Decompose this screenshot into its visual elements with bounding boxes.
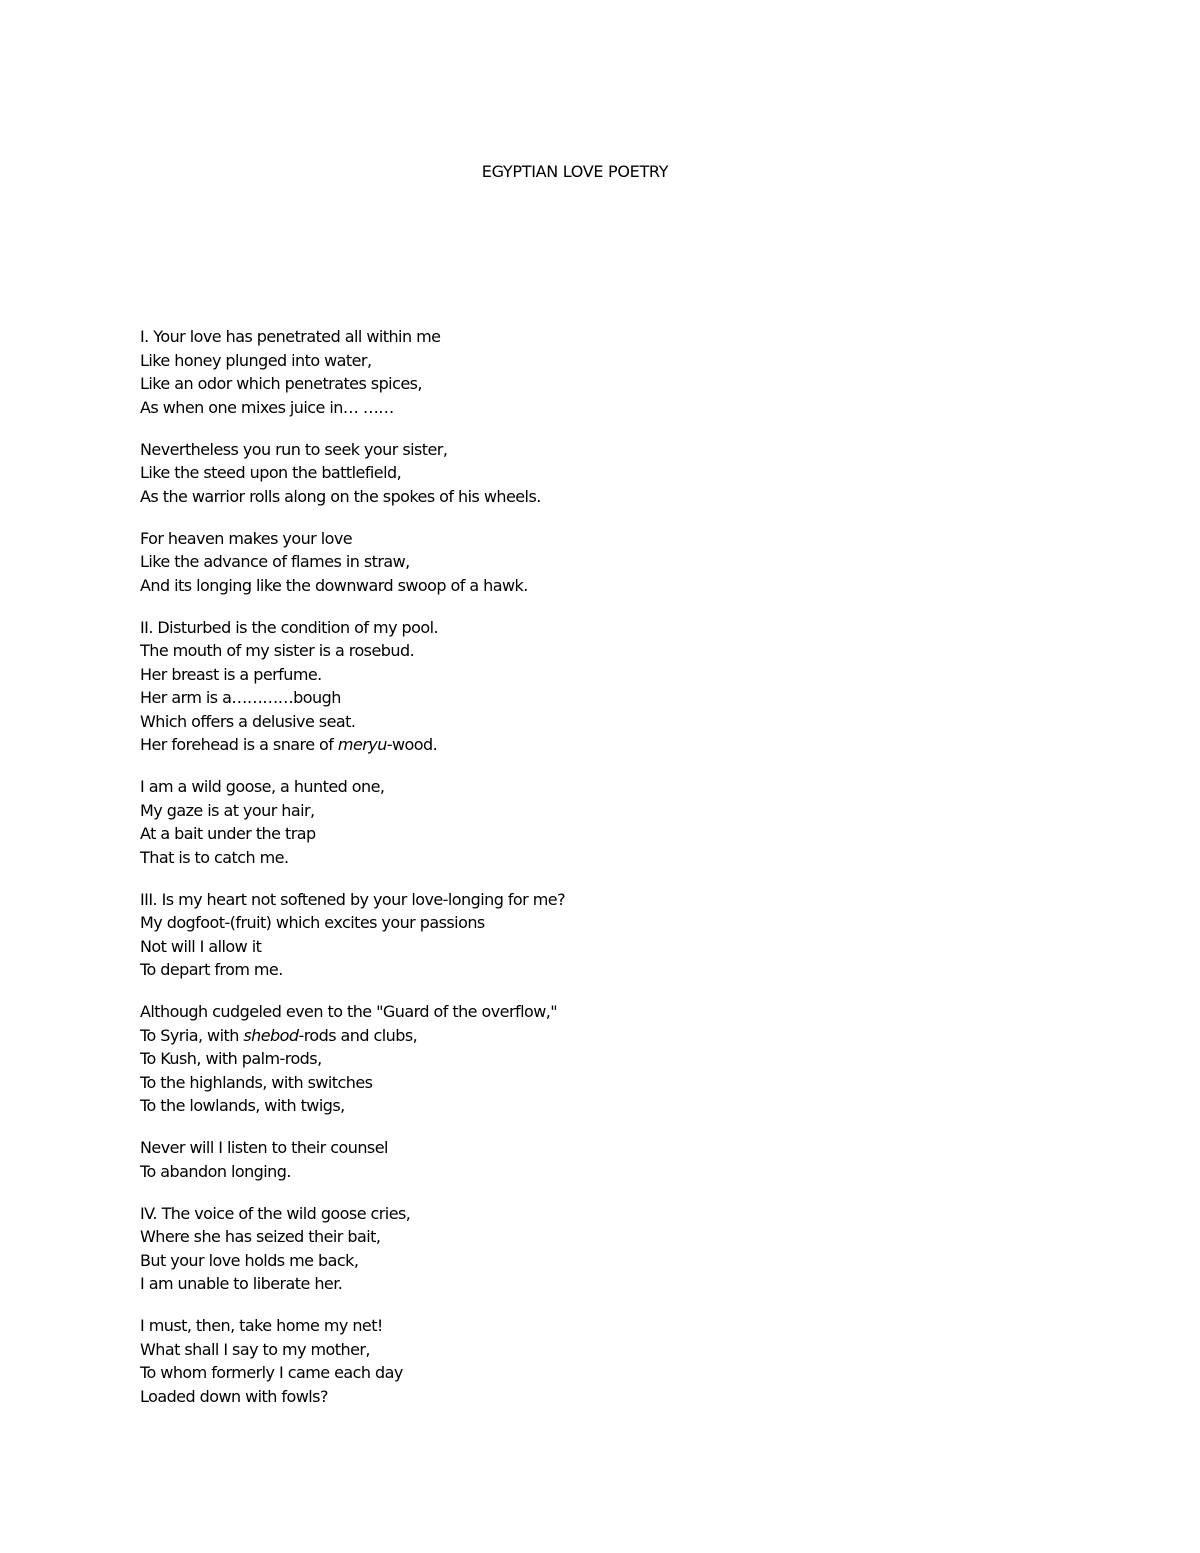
poem-line: Loaded down with fowls? bbox=[140, 1386, 328, 1406]
stanza bbox=[140, 527, 1140, 598]
poem-line: Like the advance of flames in straw, bbox=[140, 552, 410, 571]
document-title: EGYPTIAN LOVE POETRY bbox=[481, 162, 669, 181]
poem-line bbox=[140, 733, 1140, 757]
poem-line: I am a wild goose, a hunted one, bbox=[140, 777, 385, 796]
poem-line: Her arm is a…………bough bbox=[140, 688, 341, 707]
poem-line: To the lowlands, with twigs, bbox=[140, 1096, 345, 1115]
poem-line: Although cudgeled even to the "Guard of the overflow," bbox=[140, 1002, 558, 1021]
poem-line: My dogfoot-(fruit) which excites your passions bbox=[140, 913, 485, 932]
poem-line bbox=[140, 1024, 1140, 1048]
stanza bbox=[140, 775, 1140, 869]
poem-line: As the warrior rolls along on the spokes of his wheels. bbox=[140, 486, 541, 506]
poem-line: II. Disturbed is the condition of my pool. bbox=[140, 617, 439, 637]
poem-line: Where she has seized their bait, bbox=[140, 1227, 381, 1246]
poem-line: I. Your love has penetrated all within me bbox=[140, 327, 441, 346]
line-text: Her forehead is a snare of bbox=[140, 735, 338, 754]
poem-line: Never will I listen to their counsel bbox=[140, 1138, 388, 1157]
poem-line: Her breast is a perfume. bbox=[140, 664, 322, 684]
poem-line: I must, then, take home my net! bbox=[140, 1316, 383, 1335]
line-text: To Syria, with bbox=[140, 1025, 244, 1045]
stanza bbox=[140, 438, 1140, 509]
poem-line: For heaven makes your love bbox=[140, 528, 353, 548]
poem-line: That is to catch me. bbox=[140, 847, 289, 867]
stanza bbox=[140, 1314, 1140, 1408]
poem-line: Like the steed upon the battlefield, bbox=[140, 463, 402, 482]
poem-line: III. Is my heart not softened by your love-longing for me? bbox=[140, 889, 566, 909]
italic-term: meryu bbox=[337, 735, 387, 754]
poem-line: What shall I say to my mother, bbox=[140, 1339, 370, 1359]
poem-line: To whom formerly I came each day bbox=[140, 1363, 403, 1382]
stanza bbox=[140, 1202, 1140, 1296]
stanza bbox=[140, 888, 1140, 982]
poem-line: Which offers a delusive seat. bbox=[140, 711, 356, 731]
italic-term: shebod bbox=[243, 1025, 299, 1045]
poem-line: The mouth of my sister is a rosebud. bbox=[140, 641, 415, 660]
line-text: -wood. bbox=[386, 735, 438, 754]
poem-line: Not will I allow it bbox=[140, 936, 262, 956]
poem-line: To depart from me. bbox=[140, 960, 283, 979]
poem-line: Like honey plunged into water, bbox=[140, 350, 372, 370]
poem-line: I am unable to liberate her. bbox=[140, 1274, 343, 1293]
stanza bbox=[140, 1000, 1140, 1118]
poem-line: And its longing like the downward swoop of a hawk. bbox=[140, 575, 528, 595]
poem-line: IV. The voice of the wild goose cries, bbox=[140, 1203, 411, 1223]
poem-line: To Kush, with palm-rods, bbox=[140, 1049, 322, 1068]
stanza bbox=[140, 325, 1140, 419]
stanza bbox=[140, 1136, 1140, 1183]
poem-line: To the highlands, with switches bbox=[140, 1072, 373, 1092]
poem-line: My gaze is at your hair, bbox=[140, 800, 315, 820]
poem-line: But your love holds me back, bbox=[140, 1250, 359, 1270]
poem-line: As when one mixes juice in… …… bbox=[140, 397, 394, 417]
line-text: -rods and clubs, bbox=[298, 1025, 418, 1045]
poem-line: At a bait under the trap bbox=[140, 824, 316, 843]
stanza bbox=[140, 616, 1140, 757]
poem-body bbox=[140, 325, 1140, 1427]
poem-line: To abandon longing. bbox=[140, 1161, 291, 1181]
poem-line: Like an odor which penetrates spices, bbox=[140, 374, 422, 393]
poem-line: Nevertheless you run to seek your sister, bbox=[140, 439, 448, 459]
